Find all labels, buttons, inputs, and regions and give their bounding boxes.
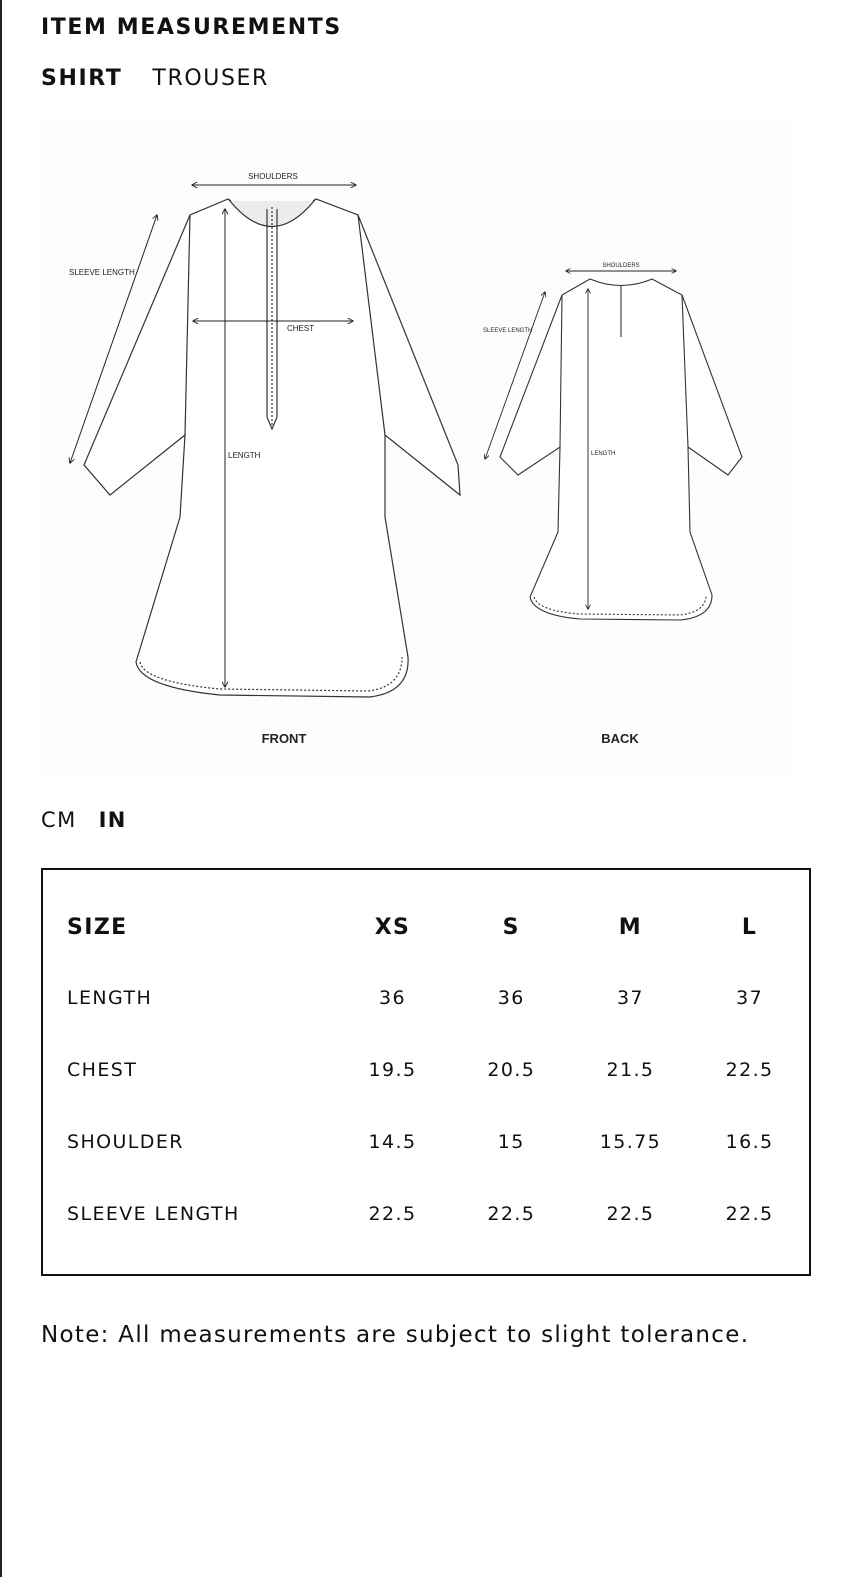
front-length-label: LENGTH bbox=[228, 451, 261, 460]
cell-value: 22.5 bbox=[606, 1203, 655, 1225]
back-shoulders-label: SHOULDERS bbox=[602, 263, 640, 269]
cell-value: 15.75 bbox=[599, 1131, 662, 1153]
table-row bbox=[67, 1106, 809, 1178]
cell-value: 19.5 bbox=[368, 1059, 417, 1081]
tab-trouser[interactable]: TROUSER bbox=[152, 66, 269, 91]
cell-value: 36 bbox=[379, 987, 406, 1009]
size-table-container bbox=[41, 868, 811, 1276]
page-title: ITEM MEASUREMENTS bbox=[41, 15, 342, 40]
row-label: LENGTH bbox=[67, 987, 153, 1009]
header-xs: XS bbox=[374, 914, 411, 940]
front-caption: FRONT bbox=[261, 731, 307, 746]
unit-in[interactable]: IN bbox=[98, 808, 127, 832]
garment-tabs bbox=[41, 66, 269, 91]
tolerance-note: Note: All measurements are subject to slight tolerance. bbox=[41, 1322, 750, 1348]
cell-value: 21.5 bbox=[606, 1059, 655, 1081]
row-label: CHEST bbox=[67, 1059, 138, 1081]
header-s: S bbox=[502, 914, 520, 940]
header-size: SIZE bbox=[67, 914, 128, 940]
cell-value: 22.5 bbox=[725, 1203, 774, 1225]
cell-value: 22.5 bbox=[487, 1203, 536, 1225]
back-caption: BACK bbox=[601, 731, 639, 746]
cell-value: 16.5 bbox=[725, 1131, 774, 1153]
cell-value: 37 bbox=[616, 987, 644, 1009]
back-length-label: LENGTH bbox=[591, 451, 616, 457]
measurement-diagram bbox=[40, 117, 790, 777]
table-row bbox=[67, 1034, 809, 1106]
page-left-border bbox=[0, 0, 2, 1577]
header-m: M bbox=[618, 914, 643, 940]
cell-value: 14.5 bbox=[368, 1131, 417, 1153]
table-row bbox=[67, 962, 809, 1034]
back-sleeve-length-label: SLEEVE LENGTH bbox=[483, 328, 533, 334]
front-sleeve-length-label: SLEEVE LENGTH bbox=[69, 268, 135, 277]
cell-value: 20.5 bbox=[487, 1059, 536, 1081]
unit-cm[interactable]: CM bbox=[41, 808, 77, 832]
front-chest-label: CHEST bbox=[287, 324, 315, 333]
cell-value: 22.5 bbox=[725, 1059, 774, 1081]
cell-value: 22.5 bbox=[368, 1203, 417, 1225]
cell-value: 15 bbox=[497, 1131, 525, 1153]
header-l: L bbox=[741, 914, 758, 940]
unit-toggle bbox=[41, 808, 127, 832]
cell-value: 37 bbox=[736, 987, 764, 1009]
front-shoulders-label: SHOULDERS bbox=[248, 172, 298, 181]
table-row bbox=[67, 1178, 809, 1250]
row-label: SHOULDER bbox=[67, 1131, 184, 1153]
size-table bbox=[67, 892, 809, 1250]
row-label: SLEEVE LENGTH bbox=[67, 1203, 240, 1225]
table-header-row bbox=[67, 892, 809, 962]
tab-shirt[interactable]: SHIRT bbox=[41, 66, 123, 91]
cell-value: 36 bbox=[497, 987, 525, 1009]
